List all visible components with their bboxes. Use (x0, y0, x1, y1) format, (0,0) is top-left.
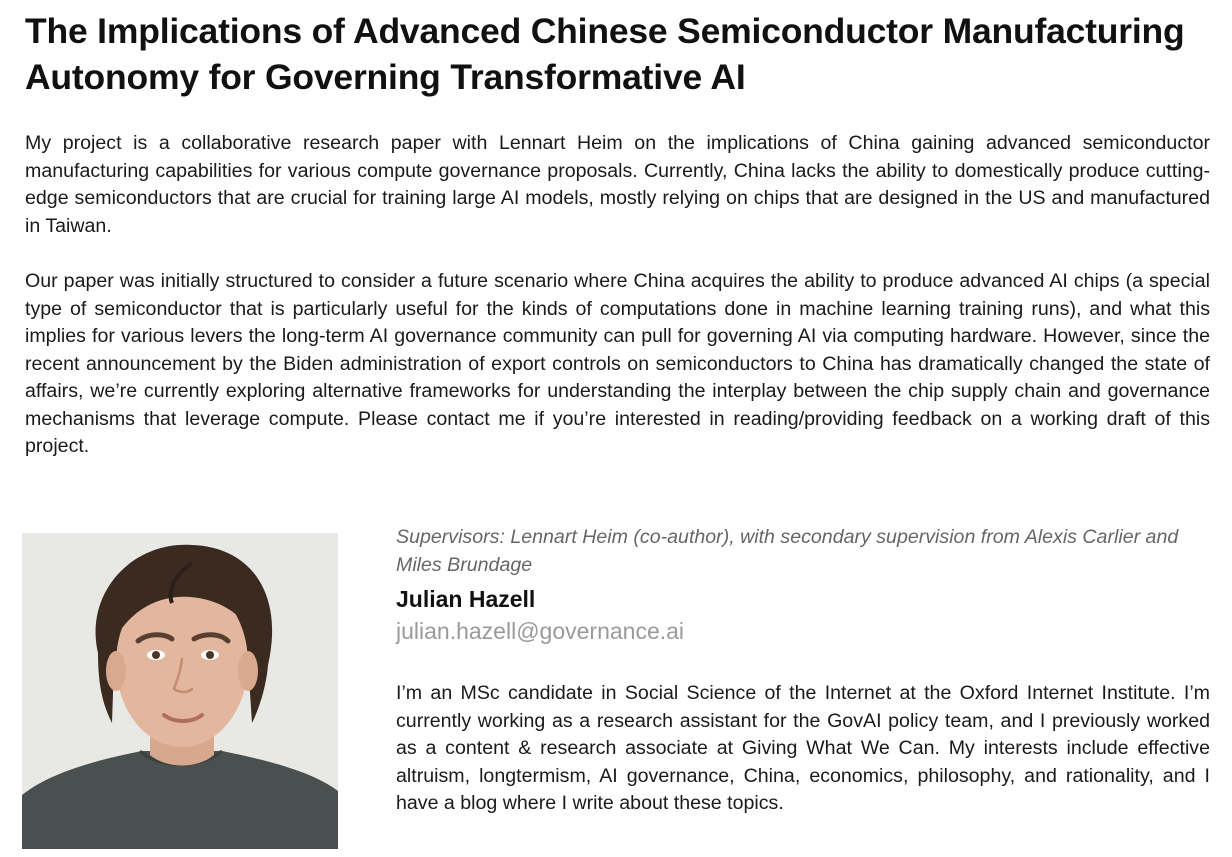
author-bio: I’m an MSc candidate in Social Science of the Internet at the Oxford Internet Institute. I’m currently working as a research assistant for the GovAI policy team, and I previously worked as a content & research associate at Giving What We Can. My interests include effective altruism, longtermism, AI governance, China, economics, philosophy, and rationality, and I have a blog where I write about these topics. (396, 682, 1210, 814)
author-name: Julian Hazell (396, 586, 536, 612)
page-title: The Implications of Advanced Chinese Semiconductor Manufacturing Autonomy for Governing Transformative AI (25, 11, 1185, 97)
supervisors-note: Supervisors: Lennart Heim (co-author), with secondary supervision from Alexis Carlier and Miles Brundage (396, 526, 1179, 576)
author-email-link[interactable]: julian.hazell@governance.ai (396, 618, 685, 644)
project-description-paragraph: My project is a collaborative research paper with Lennart Heim on the implications of China gaining advanced semiconductor manufacturing capabilities for various compute governance proposals. Currently, China lacks the ability to domestically produce cutting-edge semiconductors that are crucial for training large AI models, mostly relying on chips that are designed in the US and manufactured in Taiwan. (25, 132, 1210, 237)
project-details-paragraph: Our paper was initially structured to consider a future scenario where China acquires the ability to produce advanced AI chips (a special type of semiconductor that is particularly useful for the kinds of computations done in machine learning training runs), and what this implies for various levers the long-term AI governance community can pull for governing AI via computing hardware. However, since the recent announcement by the Biden administration of export controls on semiconductors to China has dramatically changed the state of affairs, we’re currently exploring alternative frameworks for understanding the interplay between the chip supply chain and governance mechanisms that leverage compute. Please contact me if you’re interested in reading/providing feedback on a working draft of this project. (25, 270, 1210, 457)
profile-photo (22, 533, 338, 849)
